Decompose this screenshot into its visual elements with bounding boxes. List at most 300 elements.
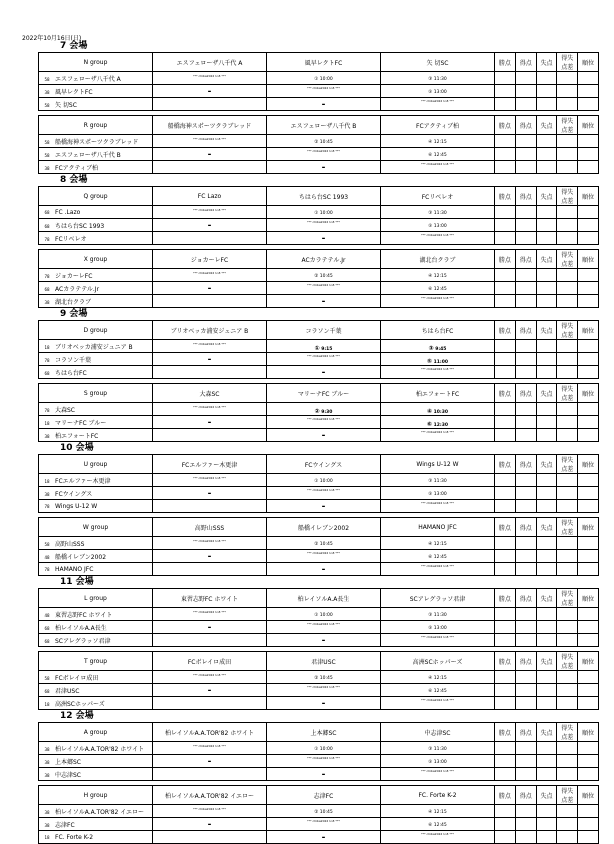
match-cell (267, 353, 381, 366)
match-cell (267, 550, 381, 563)
group-table (38, 249, 599, 308)
stats-cell (557, 282, 578, 295)
stats-cell (495, 135, 516, 148)
stats-header: 失点 (536, 589, 557, 608)
stats-cell (578, 634, 599, 647)
match-cell (267, 282, 381, 295)
stats-cell (557, 474, 578, 487)
stats-cell (578, 148, 599, 161)
venue-title: 10 会場 (60, 443, 94, 453)
stats-header: 得点 (515, 589, 536, 608)
team-row-label (39, 403, 153, 416)
team-name: HAMANO JFC (55, 565, 94, 573)
match-cell (267, 269, 381, 282)
team-row (39, 805, 599, 818)
cell-dash: - (207, 757, 212, 767)
stats-header: 勝点 (495, 589, 516, 608)
stats-cell (557, 684, 578, 697)
cell-dash: - (207, 686, 212, 696)
team-name: 船橋イレブン2002 (55, 553, 107, 561)
team-row (39, 608, 599, 621)
stats-cell (515, 634, 536, 647)
team-row-label (39, 768, 153, 781)
cell-footer-note: *** chiba2022 U-8 *** (307, 417, 340, 421)
match-time: ③ 9:45 (428, 345, 447, 352)
match-time: ⑥ 12:45 (428, 153, 447, 158)
stats-cell (495, 148, 516, 161)
stats-header: 得失 点差 (557, 116, 578, 135)
cell-dash: - (321, 636, 326, 646)
team-row-label (39, 621, 153, 634)
match-time: ① 9:15 (314, 345, 333, 352)
cell-footer-note: *** chiba2022 U-8 *** (307, 220, 340, 224)
team-name: 船橋海神スポーツクラブレッド (55, 138, 139, 146)
group-name: S group (39, 384, 153, 403)
match-cell (267, 671, 381, 684)
match-cell (381, 366, 495, 379)
team-name: 志津FC (55, 821, 75, 829)
schedule-sheet (38, 40, 598, 844)
team-row-label (39, 282, 153, 295)
stats-cell (495, 206, 516, 219)
team-code: 18 (44, 834, 50, 840)
stats-cell (515, 671, 536, 684)
stats-cell (557, 818, 578, 831)
stats-cell (495, 563, 516, 576)
match-time: ① 10:00 (314, 747, 333, 752)
team-row (39, 148, 599, 161)
stats-header: 得失 点差 (557, 786, 578, 805)
match-time: ① 10:00 (314, 613, 333, 618)
stats-cell (515, 148, 536, 161)
stats-header: 得点 (515, 786, 536, 805)
match-time: ⑤ 13:00 (428, 90, 447, 95)
stats-cell (578, 671, 599, 684)
team-row-label (39, 487, 153, 500)
team-header-3: 柏エフォートFC (381, 384, 495, 403)
team-name: コラソン千葉 (55, 356, 92, 364)
stats-cell (515, 206, 536, 219)
stats-cell (515, 621, 536, 634)
stats-cell (495, 219, 516, 232)
stats-cell (578, 768, 599, 781)
stats-header: 順位 (578, 250, 599, 269)
match-cell (267, 416, 381, 429)
cell-footer-note: *** chiba2022 U-8 *** (307, 149, 340, 153)
group-header-row (39, 589, 599, 608)
team-name: 柏エフォートFC (55, 432, 99, 440)
stats-cell (557, 768, 578, 781)
cell-footer-note: *** chiba2022 U-8 *** (307, 283, 340, 287)
match-time: ③ 11:30 (428, 77, 447, 82)
match-cell (153, 818, 267, 831)
stats-cell (515, 416, 536, 429)
stats-cell (495, 232, 516, 245)
stats-cell (495, 353, 516, 366)
stats-header: 得失 点差 (557, 652, 578, 671)
stats-cell (495, 742, 516, 755)
stats-cell (495, 831, 516, 844)
match-time: ② 9:30 (314, 408, 333, 415)
cell-footer-note: *** chiba2022 U-8 *** (193, 539, 226, 543)
match-time: ② 10:45 (314, 542, 333, 547)
match-cell (153, 269, 267, 282)
match-cell (381, 353, 495, 366)
stats-cell (495, 295, 516, 308)
match-time: ⑤ 13:00 (428, 224, 447, 229)
team-row (39, 831, 599, 844)
match-cell (267, 563, 381, 576)
stats-cell (515, 697, 536, 710)
match-time: ④ 12:15 (428, 274, 447, 279)
group-header-row (39, 384, 599, 403)
team-header-1: エスフェローザ八千代 A (153, 53, 267, 72)
match-cell (381, 634, 495, 647)
stats-cell (557, 671, 578, 684)
team-row (39, 500, 599, 513)
match-time: ⑥ 12:45 (428, 689, 447, 694)
stats-cell (536, 474, 557, 487)
team-row (39, 416, 599, 429)
team-header-1: 大森SC (153, 384, 267, 403)
match-cell (153, 429, 267, 442)
stats-cell (578, 206, 599, 219)
match-cell (267, 537, 381, 550)
stats-cell (536, 671, 557, 684)
stats-header: 順位 (578, 384, 599, 403)
team-code: 58 (44, 102, 50, 108)
stats-cell (515, 474, 536, 487)
stats-cell (536, 269, 557, 282)
team-row (39, 742, 599, 755)
team-row-label (39, 550, 153, 563)
stats-cell (495, 85, 516, 98)
stats-cell (495, 72, 516, 85)
stats-cell (536, 282, 557, 295)
stats-cell (515, 768, 536, 781)
stats-header: 失点 (536, 384, 557, 403)
team-header-1: 柏レイソルA.A.TOR'82 イエロー (153, 786, 267, 805)
stats-cell (495, 537, 516, 550)
stats-cell (557, 416, 578, 429)
team-header-3: Wings U-12 W (381, 455, 495, 474)
stats-cell (515, 403, 536, 416)
stats-cell (578, 537, 599, 550)
group-table (38, 320, 599, 379)
cell-footer-note: *** chiba2022 U-8 *** (193, 476, 226, 480)
team-header-1: FCエルファー木更津 (153, 455, 267, 474)
match-cell (153, 671, 267, 684)
team-header-2: 風早レクトFC (267, 53, 381, 72)
stats-header: 順位 (578, 116, 599, 135)
team-header-2: 君津USC (267, 652, 381, 671)
team-name: FCウイングス (55, 490, 93, 498)
match-cell (267, 634, 381, 647)
stats-header: 失点 (536, 518, 557, 537)
team-row-label (39, 671, 153, 684)
group-header-row (39, 786, 599, 805)
stats-cell (578, 550, 599, 563)
group-name: H group (39, 786, 153, 805)
team-row (39, 366, 599, 379)
stats-cell (495, 403, 516, 416)
team-code: 38 (44, 89, 50, 95)
match-cell (153, 366, 267, 379)
stats-header: 順位 (578, 723, 599, 742)
match-cell (153, 219, 267, 232)
match-cell (153, 768, 267, 781)
match-time: ⑥ 12:30 (427, 421, 448, 428)
stats-cell (515, 161, 536, 174)
stats-cell (578, 742, 599, 755)
stats-header: 得失 点差 (557, 589, 578, 608)
stats-cell (536, 366, 557, 379)
team-name: 柏レイソルA.A長生 (55, 624, 107, 632)
group-name: D group (39, 321, 153, 340)
team-header-2: マリーナFC ブルー (267, 384, 381, 403)
match-cell (381, 550, 495, 563)
stats-cell (557, 621, 578, 634)
cell-dash: - (207, 489, 212, 499)
stats-cell (495, 161, 516, 174)
stats-header: 勝点 (495, 250, 516, 269)
team-name: 柏レイソルA.A.TOR'82 ホワイト (55, 745, 145, 753)
match-cell (153, 608, 267, 621)
match-cell (153, 282, 267, 295)
match-cell (153, 135, 267, 148)
match-cell (267, 206, 381, 219)
stats-cell (578, 340, 599, 353)
stats-header: 順位 (578, 652, 599, 671)
match-cell (153, 403, 267, 416)
cell-dash: - (321, 368, 326, 378)
cell-dash: - (321, 565, 326, 575)
team-code: 18 (44, 478, 50, 484)
stats-cell (536, 805, 557, 818)
team-row (39, 85, 599, 98)
group-name: U group (39, 455, 153, 474)
match-cell (381, 768, 495, 781)
match-cell (267, 232, 381, 245)
venue-title: 11 会場 (60, 577, 94, 587)
stats-header: 勝点 (495, 723, 516, 742)
stats-cell (557, 500, 578, 513)
team-name: 高洲SCホッパーズ (55, 700, 105, 708)
group-header-row (39, 116, 599, 135)
cell-dash: - (321, 833, 326, 843)
stats-cell (578, 500, 599, 513)
stats-cell (495, 340, 516, 353)
cell-footer-note: *** chiba2022 U-8 *** (421, 698, 454, 702)
group-table (38, 722, 599, 781)
team-row-label (39, 98, 153, 111)
cell-dash: - (321, 431, 326, 441)
group-header-row (39, 455, 599, 474)
stats-header: 順位 (578, 518, 599, 537)
match-cell (153, 634, 267, 647)
match-cell (153, 85, 267, 98)
stats-cell (536, 206, 557, 219)
match-cell (381, 85, 495, 98)
stats-cell (557, 742, 578, 755)
team-header-1: ジョカーレFC (153, 250, 267, 269)
cell-footer-note: *** chiba2022 U-8 *** (421, 769, 454, 773)
team-header-3: SCアレグラッソ君津 (381, 589, 495, 608)
team-row (39, 755, 599, 768)
stats-cell (495, 474, 516, 487)
match-time: ⑥ 12:45 (428, 555, 447, 560)
cell-footer-note: *** chiba2022 U-8 *** (421, 832, 454, 836)
team-code: 38 (44, 809, 50, 815)
stats-header: 得点 (515, 455, 536, 474)
match-cell (267, 366, 381, 379)
stats-header: 勝点 (495, 187, 516, 206)
team-code: 18 (44, 420, 50, 426)
team-header-2: エスフェローザ八千代 B (267, 116, 381, 135)
stats-cell (578, 697, 599, 710)
stats-header: 失点 (536, 53, 557, 72)
stats-cell (578, 621, 599, 634)
group-header-row (39, 53, 599, 72)
team-row-label (39, 742, 153, 755)
match-cell (153, 353, 267, 366)
team-row (39, 161, 599, 174)
stats-cell (536, 563, 557, 576)
team-code: 18 (44, 701, 50, 707)
venue-title: 7 会場 (60, 41, 88, 51)
team-row-label (39, 269, 153, 282)
match-time: ⑥ 12:45 (428, 287, 447, 292)
match-cell (381, 474, 495, 487)
team-row-label (39, 474, 153, 487)
match-time: ③ 11:30 (428, 747, 447, 752)
stats-header: 得失 点差 (557, 518, 578, 537)
team-header-1: FC Lazo (153, 187, 267, 206)
team-header-2: コラソン千葉 (267, 321, 381, 340)
stats-cell (536, 621, 557, 634)
team-row (39, 340, 599, 353)
match-cell (153, 340, 267, 353)
group-name: R group (39, 116, 153, 135)
match-time: ④ 12:15 (428, 542, 447, 547)
match-cell (381, 282, 495, 295)
stats-cell (536, 232, 557, 245)
stats-cell (578, 608, 599, 621)
team-header-3: FCアクティブ柏 (381, 116, 495, 135)
team-row (39, 295, 599, 308)
stats-cell (557, 269, 578, 282)
stats-cell (515, 563, 536, 576)
venue-title: 9 会場 (60, 309, 88, 319)
team-row-label (39, 684, 153, 697)
team-code: 58 (44, 152, 50, 158)
cell-footer-note: *** chiba2022 U-8 *** (421, 501, 454, 505)
cell-footer-note: *** chiba2022 U-8 *** (193, 807, 226, 811)
group-header-row (39, 250, 599, 269)
team-header-3: ちはら台FC (381, 321, 495, 340)
cell-footer-note: *** chiba2022 U-8 *** (193, 610, 226, 614)
team-row (39, 269, 599, 282)
stats-header: 順位 (578, 187, 599, 206)
stats-cell (557, 340, 578, 353)
stats-cell (536, 148, 557, 161)
team-code: 68 (44, 223, 50, 229)
team-header-3: FC. Forte K-2 (381, 786, 495, 805)
team-name: SCアレグラッソ君津 (55, 637, 111, 645)
stats-header: 得点 (515, 723, 536, 742)
match-cell (267, 608, 381, 621)
stats-header: 得失 点差 (557, 321, 578, 340)
stats-cell (515, 282, 536, 295)
stats-cell (495, 671, 516, 684)
stats-cell (557, 353, 578, 366)
match-cell (153, 805, 267, 818)
team-row-label (39, 135, 153, 148)
team-row (39, 232, 599, 245)
team-row-label (39, 85, 153, 98)
cell-footer-note: *** chiba2022 U-8 *** (307, 685, 340, 689)
match-cell (267, 98, 381, 111)
team-row-label (39, 429, 153, 442)
match-time: ⑤ 13:00 (428, 760, 447, 765)
group-header-row (39, 321, 599, 340)
match-cell (267, 697, 381, 710)
match-cell (267, 474, 381, 487)
stats-header: 勝点 (495, 786, 516, 805)
match-cell (153, 684, 267, 697)
group-table (38, 454, 599, 513)
stats-cell (515, 219, 536, 232)
stats-cell (495, 550, 516, 563)
cell-dash: - (207, 418, 212, 428)
stats-cell (578, 416, 599, 429)
match-cell (267, 135, 381, 148)
team-code: 68 (44, 638, 50, 644)
team-name: ACカラテテル.Jr (55, 285, 100, 293)
stats-cell (578, 161, 599, 174)
cell-dash: - (321, 770, 326, 780)
stats-header: 失点 (536, 187, 557, 206)
stats-cell (578, 487, 599, 500)
stats-header: 得点 (515, 187, 536, 206)
match-time: ① 10:00 (314, 77, 333, 82)
match-time: ⑤ 13:00 (428, 492, 447, 497)
stats-cell (515, 487, 536, 500)
match-time: ③ 11:30 (428, 211, 447, 216)
team-name: ジョカーレFC (55, 272, 93, 280)
stats-cell (557, 608, 578, 621)
team-header-3: FCリベレオ (381, 187, 495, 206)
match-cell (153, 697, 267, 710)
cell-dash: - (321, 100, 326, 110)
match-cell (381, 232, 495, 245)
stats-cell (515, 684, 536, 697)
stats-cell (536, 98, 557, 111)
stats-cell (495, 768, 516, 781)
team-row-label (39, 340, 153, 353)
cell-dash: - (207, 150, 212, 160)
stats-header: 順位 (578, 53, 599, 72)
stats-cell (578, 563, 599, 576)
match-cell (153, 487, 267, 500)
stats-cell (495, 282, 516, 295)
stats-cell (557, 135, 578, 148)
match-cell (381, 805, 495, 818)
match-cell (381, 219, 495, 232)
team-row (39, 206, 599, 219)
team-code: 68 (44, 286, 50, 292)
match-cell (153, 831, 267, 844)
